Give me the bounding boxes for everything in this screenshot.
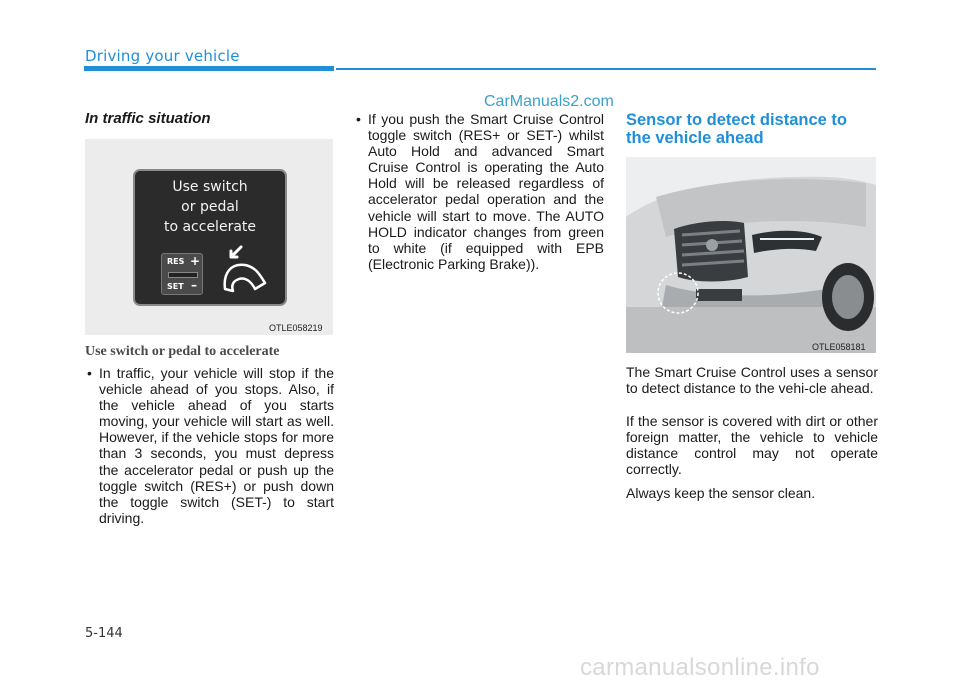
figure-code-1: OTLE058219 [269, 323, 323, 333]
vehicle-front-figure [626, 157, 876, 353]
bullet-dot: • [87, 365, 92, 381]
left-bullet-text: In traffic, your vehicle will stop if the vehicle ahead of you stops. Also, if the vehicle ahead of you starts moving, your vehicle will start as well. However, if the vehicle stops for more than 3 seconds, you must depress the accelerator pedal or push up the toggle switch (RES+) or push down the toggle switch (SET-) to start driving. [99, 365, 334, 526]
lcd-line-1: Use switch [172, 179, 248, 195]
in-traffic-heading: In traffic situation [85, 110, 211, 127]
header-rule-thick [84, 66, 334, 71]
set-minus-symbol: – [191, 278, 197, 292]
figure-caption: Use switch or pedal to accelerate [85, 344, 280, 359]
sensor-heading: Sensor to detect distance to the vehicle ahead [626, 111, 847, 147]
accelerator-pedal-icon [215, 243, 273, 299]
sensor-paragraph-3: Always keep the sensor clean. [626, 485, 816, 501]
sensor-paragraph-1: The Smart Cruise Control uses a sensor to detect distance to the vehi-cle ahead. [626, 364, 878, 397]
sensor-paragraph-2: If the sensor is covered with dirt or other foreign matter, the vehicle to vehicle distance control may not operate correctly. [626, 413, 878, 478]
middle-bullet-text: If you push the Smart Cruise Control toggle switch (RES+ or SET-) whilst Auto Hold and advanced Smart Cruise Control is operating the Auto Hold will be released regardless of accelerator pedal operation and the vehicle will start to move. The AUTO HOLD indicator changes from green to white (if equipped with EPB (Electronic Parking Brake)). [368, 111, 604, 272]
section-header-title: Driving your vehicle [85, 47, 240, 65]
lcd-line-2: or pedal [181, 199, 239, 215]
watermark-bottom: carmanualsonline.info [580, 654, 820, 681]
res-plus-symbol: + [190, 254, 201, 268]
left-bullet-item [87, 365, 334, 526]
watermark-top: CarManuals2.com [484, 93, 614, 110]
cluster-message-figure [85, 139, 333, 335]
header-rule-thin [336, 68, 876, 70]
res-label: RES [167, 257, 185, 266]
page-number: 5-144 [85, 626, 123, 641]
lcd-line-3: to accelerate [163, 219, 257, 235]
middle-bullet-item [356, 111, 604, 272]
cluster-display [133, 169, 287, 306]
toggle-switch-icon [161, 253, 203, 295]
suv-front-illustration [626, 157, 876, 353]
bullet-dot: • [356, 111, 361, 127]
set-label: SET [167, 282, 184, 291]
figure-code-2: OTLE058181 [812, 342, 866, 352]
